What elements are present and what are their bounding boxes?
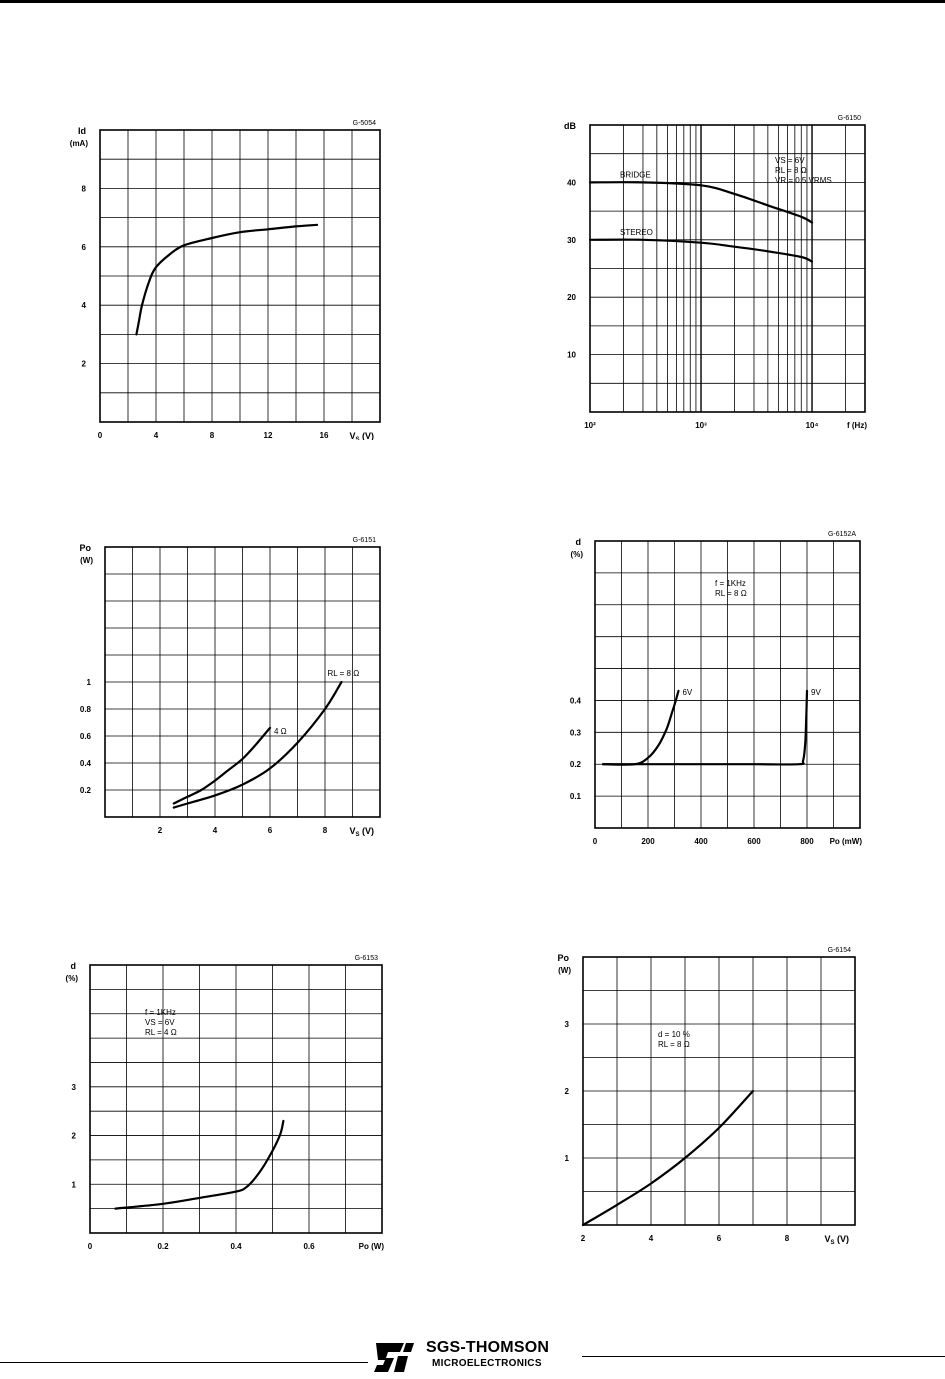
y-tick-label: 4	[81, 301, 86, 311]
y-tick-label: 30	[567, 235, 576, 245]
y-tick-label: 0.6	[79, 732, 91, 741]
x-tick-label: 0	[87, 1242, 93, 1251]
y-axis-unit: (%)	[65, 974, 78, 983]
y-axis-unit: (%)	[570, 550, 583, 559]
y-tick-label: 2	[564, 1087, 569, 1096]
series-line	[603, 691, 679, 765]
y-tick-label: 2	[71, 1131, 76, 1141]
y-axis-label: Po	[79, 543, 91, 553]
chart-gain-vs-frequency	[555, 110, 885, 440]
y-tick-label: 0.4	[569, 696, 581, 706]
y-tick-label: 0.2	[79, 786, 91, 795]
brand-name: SGS-THOMSON	[426, 1339, 550, 1356]
x-tick-label: 400	[694, 837, 708, 846]
brand-sub: MICROELECTRONICS	[432, 1358, 542, 1369]
x-tick-label: 8	[322, 826, 328, 835]
y-tick-label: 2	[81, 359, 86, 369]
x-tick-label: 0.6	[303, 1242, 315, 1251]
y-tick-label: 40	[567, 178, 576, 188]
series-label: BRIDGE	[620, 170, 651, 180]
figure-code: G-6153	[354, 955, 378, 962]
series-line	[174, 682, 342, 808]
condition-text: RL = 8 Ω	[715, 589, 747, 598]
x-tick-label: 0.2	[157, 1242, 169, 1251]
y-tick-label: 1	[86, 678, 91, 687]
y-axis-label: d	[70, 961, 76, 971]
chart-distortion-vs-po-mw	[555, 526, 885, 851]
figure-code: G-5054	[352, 120, 376, 127]
st-logo	[370, 1338, 580, 1374]
y-tick-label: 8	[81, 184, 86, 194]
footer-rule-right	[582, 1356, 945, 1357]
y-tick-label: 0.2	[569, 760, 581, 770]
x-tick-label: 8	[209, 431, 215, 440]
condition-text: RL = 8 Ω	[775, 166, 807, 175]
y-tick-label: 1	[564, 1154, 569, 1163]
x-tick-label: 8	[784, 1234, 790, 1243]
x-tick-label: 2	[580, 1234, 586, 1243]
y-tick-label: 0.1	[569, 792, 581, 802]
x-tick-label: 6	[716, 1234, 722, 1243]
x-tick-label: 4	[212, 826, 218, 835]
series-label: 4 Ω	[274, 726, 287, 736]
x-tick-label: 0	[592, 837, 598, 846]
chart-distortion-vs-po-w	[60, 950, 400, 1270]
y-tick-label: 3	[71, 1082, 76, 1092]
series-label: 6V	[682, 687, 693, 697]
top-rule	[0, 0, 945, 3]
x-tick-label: 10⁴	[805, 421, 819, 430]
y-axis-label: dB	[564, 121, 576, 131]
y-tick-label: 0.3	[569, 728, 581, 738]
x-tick-label: 10³	[695, 421, 707, 430]
series-line	[603, 691, 807, 765]
series-label: STEREO	[620, 227, 653, 237]
y-tick-label: 6	[81, 242, 86, 252]
series-label: RL = 8 Ω	[327, 669, 360, 678]
x-tick-label: 10²	[584, 421, 596, 430]
condition-text: RL = 8 Ω	[658, 1040, 690, 1049]
y-tick-label: 0.8	[79, 705, 91, 714]
condition-text: f = 1KHz	[145, 1008, 176, 1017]
x-axis-label: Po (W)	[358, 1242, 384, 1251]
y-tick-label: 3	[564, 1020, 569, 1029]
figure-code: G-6154	[827, 947, 851, 954]
y-axis-label: d	[575, 537, 581, 547]
series-label: 9V	[811, 687, 821, 697]
figure-code: G-6151	[352, 537, 376, 544]
chart-id-vs-vs	[60, 110, 400, 440]
condition-text: d = 10 %	[658, 1030, 690, 1039]
x-tick-label: 600	[747, 837, 761, 846]
x-tick-label: 12	[263, 431, 273, 440]
condition-text: RL = 4 Ω	[145, 1028, 177, 1037]
x-tick-label: 800	[800, 837, 814, 846]
x-axis-label: $V_S$ (V)	[824, 1234, 849, 1246]
x-axis-label: $V_S$ (V)	[349, 431, 374, 440]
condition-text: VS = 6V	[145, 1018, 175, 1027]
y-tick-label: 20	[567, 293, 576, 303]
y-axis-unit: (mA)	[69, 139, 88, 148]
condition-text: VS = 6V	[775, 156, 805, 165]
figure-code: G-6152A	[827, 531, 856, 538]
y-axis-label: Po	[557, 953, 569, 963]
x-tick-label: 2	[157, 826, 163, 835]
x-tick-label: 0.4	[230, 1242, 242, 1251]
series-line	[136, 225, 317, 335]
condition-text: VR = 0.5 VRMS	[775, 176, 832, 185]
y-tick-label: 10	[567, 350, 576, 360]
footer-rule-left	[0, 1362, 368, 1363]
figure-code: G-6150	[837, 115, 861, 122]
chart-po-vs-vs	[60, 532, 400, 852]
x-axis-label: f (Hz)	[847, 421, 867, 430]
x-tick-label: 6	[267, 826, 273, 835]
y-tick-label: 1	[71, 1180, 76, 1190]
x-axis-label: $V_S$ (V)	[349, 826, 374, 838]
x-tick-label: 0	[97, 431, 103, 440]
x-tick-label: 4	[153, 431, 159, 440]
chart-po-vs-vs-10pct	[555, 942, 885, 1262]
x-axis-label: Po (mW)	[829, 837, 862, 846]
y-axis-label: Id	[78, 126, 86, 136]
condition-text: f = 1KHz	[715, 579, 746, 588]
y-tick-label: 0.4	[79, 759, 91, 768]
y-axis-unit: (W)	[558, 966, 571, 975]
x-tick-label: 200	[641, 837, 655, 846]
y-axis-unit: (W)	[80, 556, 93, 565]
x-tick-label: 4	[648, 1234, 654, 1243]
x-tick-label: 16	[319, 431, 329, 440]
